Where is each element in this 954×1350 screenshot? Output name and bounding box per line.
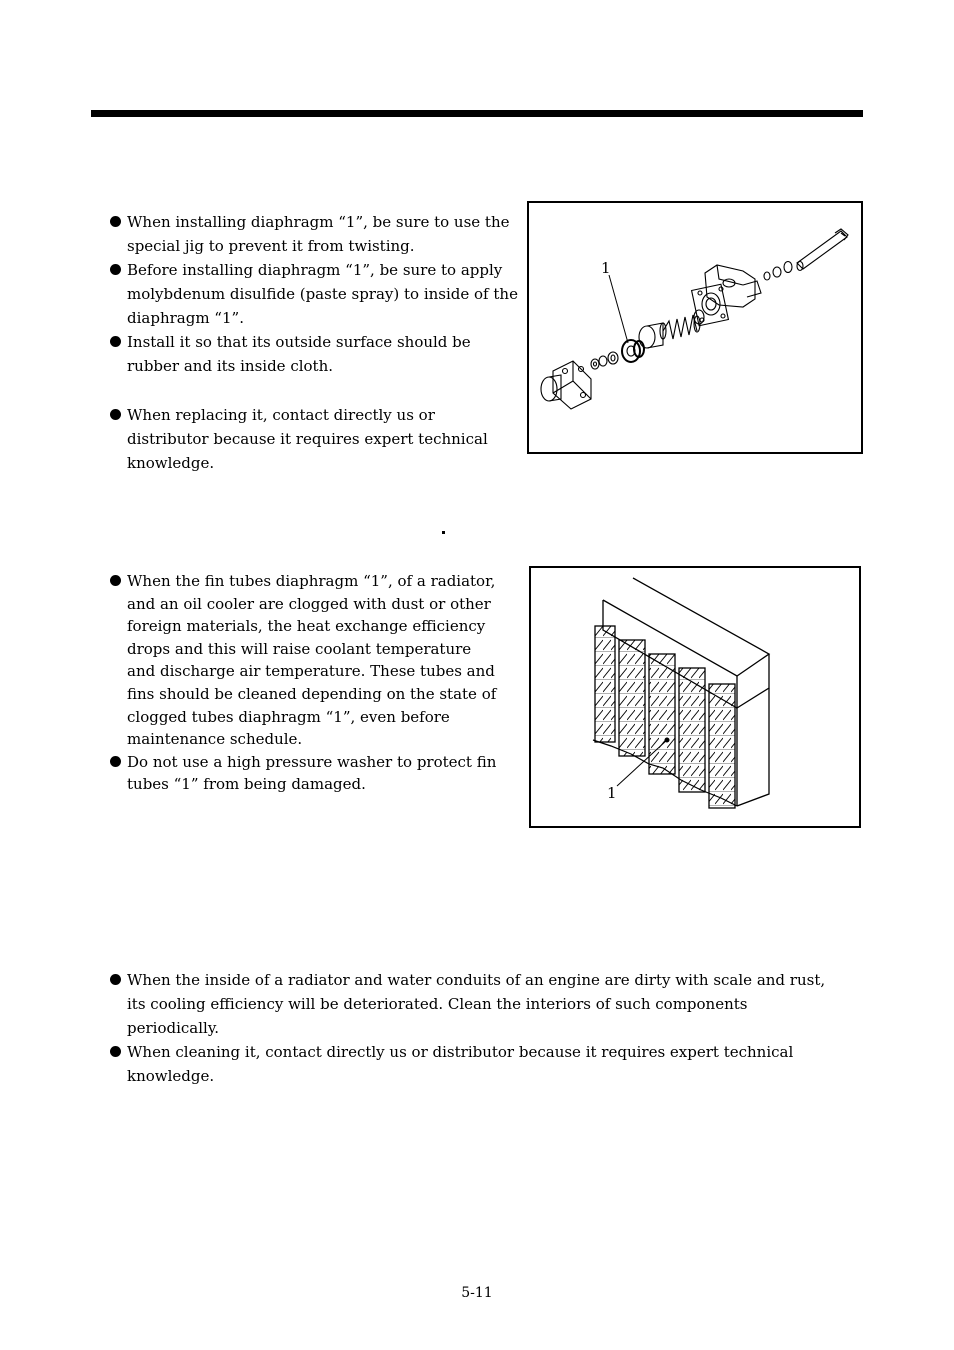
radiator-fin-tubes-drawing bbox=[531, 568, 859, 826]
fin-tubes-bullet-list bbox=[110, 570, 500, 796]
cooling-bullet-list bbox=[110, 968, 830, 1088]
diaphragm-bullet-list bbox=[110, 210, 518, 475]
figure-callout-label: 1 bbox=[601, 259, 611, 277]
exploded-valve-assembly-drawing bbox=[529, 203, 861, 452]
bullet-item: Do not use a high pressure washer to protect fin tubes “1” from being damaged. bbox=[110, 751, 500, 796]
bullet-item: When the inside of a radiator and water conduits of an engine are dirty with scale and rust, its cooling efficiency will be deteriorated. Clean the interiors of such components periodically. bbox=[110, 968, 830, 1040]
stray-dot-mark bbox=[442, 531, 445, 534]
section-diaphragm-text bbox=[110, 210, 518, 475]
bullet-item: When the fin tubes diaphragm “1”, of a radiator, and an oil cooler are clogged with dust or other foreign materials, the heat exchange efficiency drops and this will raise coolant temperature and discharge air temperature. These tubes and fins should be cleaned depending on the state of clogged tubes diaphragm “1”, even before maintenance schedule. bbox=[110, 570, 500, 751]
section-fin-tubes-text bbox=[110, 570, 500, 796]
section-cooling-interior-text bbox=[110, 968, 830, 1088]
bullet-item: When replacing it, contact directly us or distributor because it requires expert technical knowledge. bbox=[110, 403, 518, 475]
diaphragm-figure bbox=[527, 201, 863, 454]
page-number: 5-11 bbox=[461, 1285, 493, 1301]
bullet-item: Before installing diaphragm “1”, be sure to apply molybdenum disulfide (paste spray) to inside of the diaphragm “1”. bbox=[110, 258, 518, 330]
bullet-item: Install it so that its outside surface should be rubber and its inside cloth. bbox=[110, 330, 518, 378]
radiator-figure bbox=[529, 566, 861, 828]
bullet-item: When installing diaphragm “1”, be sure to use the special jig to prevent it from twisting. bbox=[110, 210, 518, 258]
figure-callout-label: 1 bbox=[607, 784, 617, 802]
header-rule bbox=[91, 110, 863, 117]
bullet-item: When cleaning it, contact directly us or distributor because it requires expert technical knowledge. bbox=[110, 1040, 830, 1088]
